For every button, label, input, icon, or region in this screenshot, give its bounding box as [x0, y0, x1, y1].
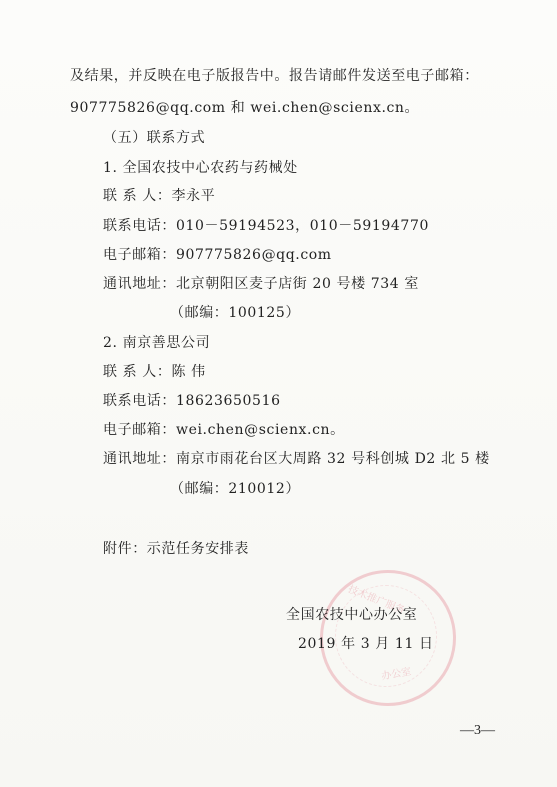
contact-1-postcode: （邮编：100125） — [170, 305, 301, 321]
section-title: （五）联系方式 — [103, 130, 206, 146]
attachment-label: 附件：示范任务安排表 — [103, 541, 249, 557]
contact-2-title: 2. 南京善思公司 — [103, 335, 211, 351]
contact-1-phone: 联系电话：010－59194523，010－59194770 — [103, 218, 429, 234]
signature-date: 2019 年 3 月 11 日 — [298, 636, 434, 652]
intro-text-line-2: 907775826@qq.com 和 wei.chen@scienx.cn。 — [70, 100, 420, 116]
contact-1-title: 1. 全国农技中心农药与药械处 — [103, 160, 298, 176]
contact-1-address: 通讯地址：北京朝阳区麦子店街 20 号楼 734 室 — [103, 276, 419, 292]
seal-text-bottom: 办公室 — [380, 666, 413, 683]
contact-1-email: 电子邮箱：907775826@qq.com — [103, 247, 332, 263]
contact-2-postcode: （邮编：210012） — [170, 481, 301, 497]
contact-2-phone: 联系电话：18623650516 — [103, 393, 281, 409]
contact-2-person: 联 系 人：陈 伟 — [103, 364, 206, 380]
contact-2-email: 电子邮箱：wei.chen@scienx.cn。 — [103, 422, 345, 438]
intro-text-line-1: 及结果，并反映在电子版报告中。报告请邮件发送至电子邮箱： — [70, 68, 479, 84]
contact-2-address: 通讯地址：南京市雨花台区大周路 32 号科创城 D2 北 5 楼 — [103, 451, 490, 467]
contact-1-person: 联 系 人：李永平 — [103, 188, 216, 204]
page-number: —3— — [460, 723, 495, 738]
signature-organization: 全国农技中心办公室 — [286, 607, 418, 623]
seal-text-top: 技术推广服务 — [346, 584, 407, 617]
